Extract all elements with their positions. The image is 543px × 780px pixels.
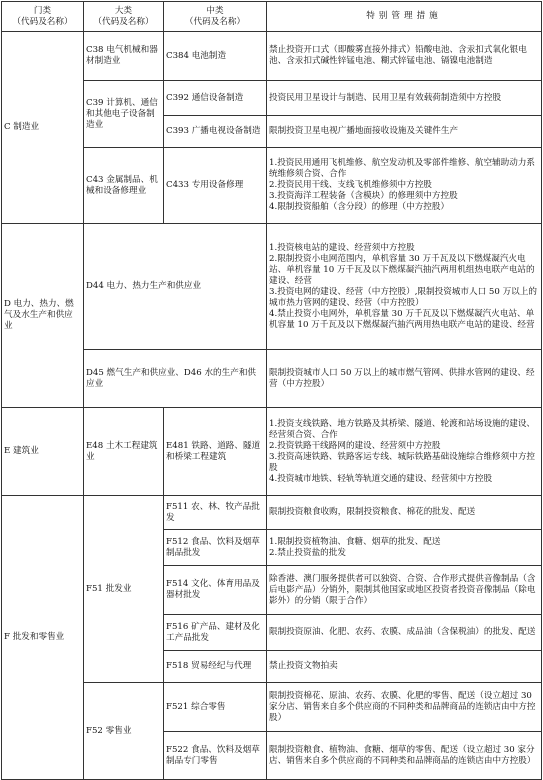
middle-class-cell: F521 综合零售 xyxy=(164,683,267,732)
major-class-cell: F51 批发业 xyxy=(84,496,164,683)
middle-class-cell: F518 贸易经纪与代理 xyxy=(164,651,267,683)
measures-cell: 1.投资核电站的建设、经营须中方控股 2.限制投资小电网范围内，单机容量 30 万千瓦及以下燃煤凝汽火电站、单机容量 10 万千瓦及以下燃煤凝汽抽汽两用机组热电联产电站的建设、经营 3.投资电网的建设、经营（中方控股）,限制投资城市人口 50 万以上的城市热力管网的建设、经营（中方控股） 4.禁止投资小电网外，单机容量 30 万千瓦及以下燃煤凝汽火电站、单机容量 10 万千瓦及以下燃煤凝汽抽汽两用热电联产电站的建设、经营 xyxy=(267,224,542,350)
middle-class-cell: F512 食品、饮料及烟草制品批发 xyxy=(164,530,267,566)
measures-cell: 禁止投资文物拍卖 xyxy=(267,651,542,683)
measures-cell: 除香港、澳门服务提供者可以独资、合资、合作形式提供音像制品（含后电影产品）分销外，限制其他国家或地区投资者投资音像制品（除电影外）的分销（限于合作） xyxy=(267,566,542,615)
measures-cell: 1.投资民用通用飞机维修、航空发动机及零部件维修、航空辅助动力系统维修须合资、合作 2.投资民用干线、支线飞机维修须中方控股 3.投资海洋工程装备（含模块）的修理须中方控股 4.限制投资船舶（含分段）的修理（中方控股） xyxy=(267,148,542,224)
measures-cell: 1.限制投资植物油、食糖、烟草的批发、配送 2.禁止投资盐的批发 xyxy=(267,530,542,566)
major-class-cell: D44 电力、热力生产和供应业 xyxy=(84,224,267,350)
major-class-cell: E48 土木工程建筑业 xyxy=(84,408,164,496)
table-row xyxy=(2,408,542,496)
measures-cell: 投资民用卫星设计与制造、民用卫星有效载荷制造须中方控股 xyxy=(267,81,542,116)
middle-class-cell: C384 电池制造 xyxy=(164,32,267,81)
section-cell: D 电力、热力、燃气及水生产和供应业 xyxy=(2,224,84,408)
measures-cell: 限制投资棉花、原油、农药、农膜、化肥的零售、配送（设立超过 30 家分店、销售来自多个供应商的不同种类和品牌商品的连锁店由中方控股） xyxy=(267,683,542,732)
regulation-table xyxy=(1,1,542,780)
header-row xyxy=(2,2,542,32)
middle-class-cell: F522 食品、饮料及烟草制品专门零售 xyxy=(164,732,267,780)
major-class-cell: C43 金属制品、机械和设备修理业 xyxy=(84,148,164,224)
measures-cell: 限制投资卫星电视广播地面接收设施及关键件生产 xyxy=(267,116,542,148)
middle-class-cell: F516 矿产品、建材及化工产品批发 xyxy=(164,615,267,651)
header-special-measures: 特别管理措施 xyxy=(267,2,542,32)
middle-class-cell: F511 农、林、牧产品批发 xyxy=(164,496,267,530)
middle-class-cell: C393 广播电视设备制造 xyxy=(164,116,267,148)
table-row xyxy=(2,32,542,81)
major-class-cell: F52 零售业 xyxy=(84,683,164,780)
section-cell: C 制造业 xyxy=(2,32,84,224)
header-major-class: 大类 （代码及名称） xyxy=(84,2,164,32)
measures-cell: 限制投资城市人口 50 万以上的城市燃气管网、供排水管网的建设、经营（中方控股） xyxy=(267,350,542,408)
major-class-cell: C39 计算机、通信和其他电子设备制造业 xyxy=(84,81,164,148)
section-cell: E 建筑业 xyxy=(2,408,84,496)
measures-cell: 限制投资原油、化肥、农药、农膜、成品油（含保税油）的批发、配送 xyxy=(267,615,542,651)
header-category: 门类 （代码及名称） xyxy=(2,2,84,32)
measures-cell: 禁止投资开口式（即酸雾直接外排式）铅酸电池、含汞扣式氧化银电池、含汞扣式碱性锌锰电池、糊式锌锰电池、镉镍电池制造 xyxy=(267,32,542,81)
major-class-cell: D45 燃气生产和供应业、D46 水的生产和供应业 xyxy=(84,350,267,408)
section-cell: F 批发和零售业 xyxy=(2,496,84,780)
header-middle-class: 中类 （代码及名称） xyxy=(164,2,267,32)
middle-class-cell: F514 文化、体育用品及器材批发 xyxy=(164,566,267,615)
middle-class-cell: C392 通信设备制造 xyxy=(164,81,267,116)
middle-class-cell: E481 铁路、道路、隧道和桥梁工程建筑 xyxy=(164,408,267,496)
major-class-cell: C38 电气机械和器材制造业 xyxy=(84,32,164,81)
measures-cell: 1.投资支线铁路、地方铁路及其桥梁、隧道、轮渡和站场设施的建设、经营须合资、合作 2.投资铁路干线路网的建设、经营须中方控股 3.投资高速铁路、铁路客运专线、城际铁路基础设施综合维修须中方控股 4.投资城市地铁、轻轨等轨道交通的建设、经营须中方控股 xyxy=(267,408,542,496)
measures-cell: 限制投资粮食收购，限制投资粮食、棉花的批发、配送 xyxy=(267,496,542,530)
table-row xyxy=(2,496,542,530)
table-row xyxy=(2,224,542,350)
middle-class-cell: C433 专用设备修理 xyxy=(164,148,267,224)
measures-cell: 限制投资粮食、植物油、食糖、烟草的零售、配送（设立超过 30 家分店、销售来自多个供应商的不同种类和品牌商品的连锁店由中方控股） xyxy=(267,732,542,780)
